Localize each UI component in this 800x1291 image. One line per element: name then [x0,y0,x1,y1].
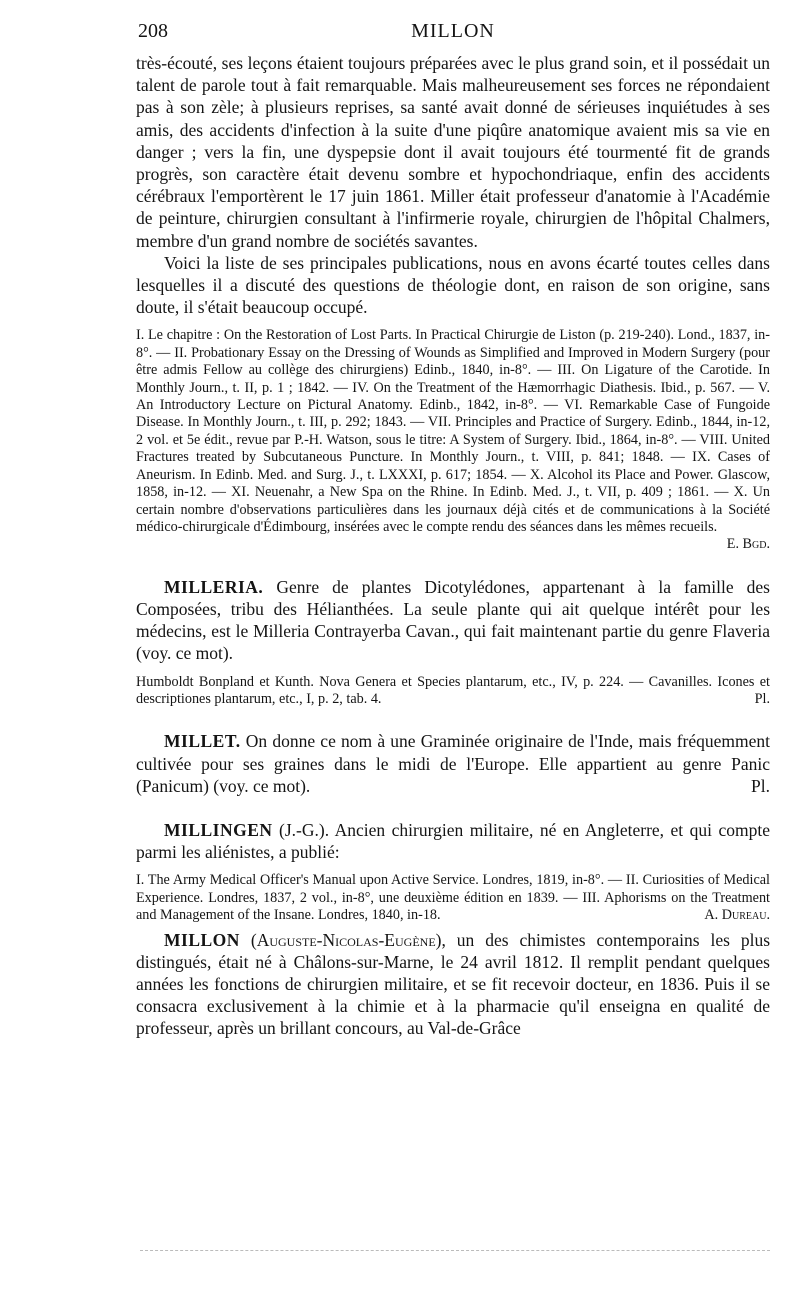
milleria-paragraph [136,576,770,665]
millingen-bibliography [136,872,770,924]
page-number: 208 [138,20,168,42]
miller-bibliography [136,327,770,553]
entry-milleria [136,576,770,709]
millingen-bibliography-text: I. The Army Medical Officer's Manual upon Active Service. Londres, 1819, in-8°. — II. Curiosities of Medical Experience. Londres, 1837, 2 vol., in-8°, une deuxième édition en 1839. — III. Aphorisms on the Treatment and Management of the Insane. Londres, 1840, in-18. [136,872,770,924]
entry-millet [136,730,770,797]
millingen-text: Ancien chirurgien militaire, né en Angleterre, et qui compte parmi les aliénistes, a publié: [136,819,770,863]
millingen-paragraph [136,819,770,863]
milleria-references [136,674,770,709]
milleria-text: Genre de plantes Dicotylédones, appartenant à la famille des Composées, tribu des Hélianthées. La seule plante qui ait quelque intérêt pour les médecins, est le Milleria Contrayerba Cavan., qui fait maintenant partie du genre Flaveria (voy. ce mot). [136,576,770,664]
milleria-signature: Pl. [754,690,770,707]
page-header [138,20,768,46]
millingen-initials: (J.-G.). [279,819,330,840]
millet-paragraph [136,730,770,797]
millet-headword: MILLET. [164,731,241,752]
millet-text: On donne ce nom à une Graminée originaire de l'Inde, mais fréquemment cultivée pour ses graines dans le midi de l'Europe. Elle appartient au genre Panic (Panicum) (voy. ce mot). [136,731,771,796]
running-title: MILLON [411,20,495,42]
entry-miller-continuation [136,52,770,554]
millingen-headword: MILLINGEN [164,819,273,840]
miller-bibliography-text: I. Le chapitre : On the Restoration of Lost Parts. In Practical Chirurgie de Liston (p. 219-240). Lond., 1837, in-8°. — II. Probationary Essay on the Dressing of Wounds as Simplified and Improved in Modern Surgery (pour être admis Fellow au collège des chirurgiens) Edinb., 1840, in-8°. — III. On Ligature of the Carotide. In Monthly Journ., t. II, p. 1 ; 1842. — IV. On the Treatment of the Hæmorrhagic Diathesis. Ibid., p. 567. — V. An Introductory Lecture on Pictural Anatomy. Edinb., 1842, in-8°. — VI. Remarkable Case of Fungoide Disease. In Monthly Journ., t. III, p. 292; 1843. — VII. Principles and Practice of Surgery. Edinb., 1844, in-12, 2 vol. et 5e édit., revue par P.-H. Watson, sous le titre: A System of Surgery. Ibid., 1864, in-8°. — VIII. United Fractures treated by Subcutaneous Puncture. In Monthly Journ., t. VIII, p. 841; 1848. — IX. Cases of Aneurism. In Edinb. Med. and Surg. J., t. LXXXI, p. 617; 1854. — X. Alcohol its Place and Power. Glascow, 1858, in-12. — XI. Neuenahr, a New Spa on the Rhine. In Edinb. Med. J., t. VII, p. 409 ; 1861. — X. Un certain nombre d'observations particulières dans les journaux déjà cités et de communications à la Société médico-chirurgicale d'Édimbourg, insérées avec le compte rendu des séances dans les mêmes recueils. [136,327,770,535]
millon-full-name: (Auguste-Nicolas-Eugène), [250,929,446,950]
text-column [136,52,770,1040]
entry-millon [136,929,770,1040]
miller-publications-intro: Voici la liste de ses principales publications, nous en avons écarté toutes celles dans lesquelles il a discuté des questions de théologie dont, en raison de son origine, sans doute, il s'était beaucoup occupé. [136,252,770,318]
miller-biography-paragraph: très-écouté, ses leçons étaient toujours préparées avec le plus grand soin, et il possédait un talent de parole tout à fait remarquable. Mais malheureusement ses forces ne répondaient pas à son zèle; à plusieurs reprises, sa santé avait donné de sérieuses inquiétudes à ses amis, des accidents d'infection à la suite d'une piqûre anatomique avaient mis sa vie en danger ; vers la fin, une dyspepsie dont il avait toujours été tourmenté fit de grands progrès, son caractère était devenu sombre et hypochondriaque, enfin des accidents cérébraux l'emportèrent le 17 juin 1861. Miller était professeur d'anatomie à l'Académie de peinture, chirurgien consultant à l'infirmerie royale, chirurgien de l'hôpital Chalmers, membre d'un grand nombre de sociétés savantes. [136,53,770,251]
millingen-signature: A. Dureau. [704,907,770,924]
millet-signature: Pl. [751,775,770,796]
millon-headword: MILLON [164,929,240,950]
millon-paragraph [136,929,770,1040]
entry-millingen [136,819,770,925]
millon-text: un des chimistes contemporains les plus distingués, était né à Châlons-sur-Marne, le 24 avril 1812. Il remplit pendant quelques années les fonctions de chirurgien militaire, et se fit recevoir docteur, en 1836. Puis il se consacra exclusivement à la chimie et à la pharmacie qu'il enseigna en qualité de professeur, après un brillant concours, au Val-de-Grâce [136,929,771,1039]
miller-signature: E. Bgd. [726,536,770,553]
page-bottom-rule [140,1250,770,1251]
milleria-references-text: Humboldt Bonpland et Kunth. Nova Genera et Species plantarum, etc., IV, p. 224. — Cavanilles. Icones et descriptiones plantarum, etc., I, p. 2, tab. 4. [136,673,770,707]
milleria-headword: MILLERIA. [164,576,264,597]
